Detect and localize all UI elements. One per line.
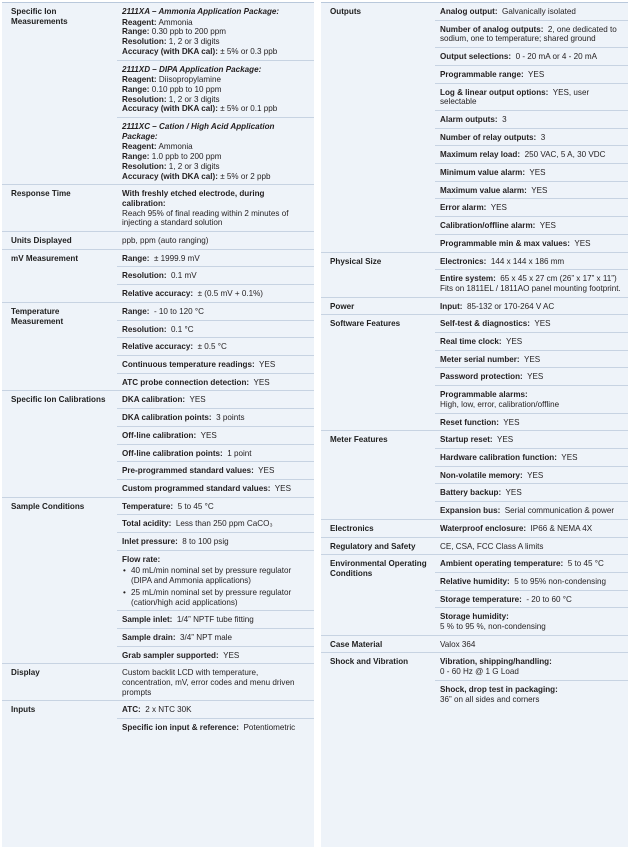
spec-item — [117, 60, 314, 118]
package-field — [122, 142, 308, 152]
spec-row-temperature-measurement — [2, 302, 314, 391]
spec-key: Storage humidity: — [440, 612, 509, 622]
spec-value: IP66 & NEMA 4X — [530, 523, 593, 533]
spec-item — [117, 514, 314, 532]
spec-item — [435, 3, 628, 20]
spec-value: YES, user selectable — [440, 87, 590, 107]
spec-item — [117, 461, 314, 479]
spec-item — [117, 284, 314, 302]
spec-value: YES — [531, 185, 548, 195]
spec-item — [117, 231, 314, 249]
spec-value: 5 to 95% non-condensing — [514, 576, 607, 586]
spec-section-items — [435, 3, 628, 252]
spec-value: 250 VAC, 5 A, 30 VDC — [524, 150, 606, 160]
spec-key: Storage temperature: — [440, 594, 522, 604]
spec-key: Relative accuracy: — [122, 289, 194, 299]
spec-key: Maximum value alarm: — [440, 185, 527, 195]
spec-value: 0.1 mV — [171, 271, 197, 281]
spec-item — [117, 184, 314, 231]
package-field — [122, 172, 308, 182]
spec-row-mv-measurement — [2, 249, 314, 302]
spec-key: Relative humidity: — [440, 576, 510, 586]
spec-key: Ambient operating temperature: — [440, 559, 564, 569]
spec-item — [435, 216, 628, 234]
spec-section-label: Software Features — [321, 314, 435, 430]
spec-row-power — [321, 297, 628, 315]
spec-key: Minimum value alarm: — [440, 168, 526, 178]
spec-item — [117, 444, 314, 462]
spec-value: Less than 250 ppm CaCO₃ — [175, 519, 273, 529]
spec-key: Vibration, shipping/handling: — [440, 657, 552, 667]
spec-item — [117, 550, 314, 611]
spec-item — [117, 497, 314, 515]
spec-section-label: Response Time — [2, 184, 117, 231]
spec-section-items — [435, 537, 628, 555]
field-value: ± 5% or 2 ppb — [220, 171, 271, 181]
field-value: ± 5% or 0.3 ppb — [220, 46, 278, 56]
field-key: Resolution: — [122, 94, 167, 104]
spec-value: 2 x NTC 30K — [145, 705, 192, 715]
field-value: Ammonia — [158, 142, 193, 152]
spec-section-label: Outputs — [330, 7, 362, 16]
spec-value: - 20 to 60 °C — [526, 594, 572, 604]
spec-row-physical-size — [321, 252, 628, 297]
package-field — [122, 85, 308, 95]
spec-column-left — [2, 2, 314, 847]
spec-key: DKA calibration points: — [122, 413, 212, 423]
spec-section-items — [435, 430, 628, 519]
spec-row-units-displayed — [2, 231, 314, 249]
spec-key: Off-line calibration points: — [122, 448, 223, 458]
spec-value: YES — [523, 354, 541, 364]
package-field — [122, 75, 308, 85]
spec-item — [435, 332, 628, 350]
spec-key: Sample drain: — [122, 632, 176, 642]
spec-item — [435, 448, 628, 466]
field-key: Accuracy (with DKA cal): — [122, 104, 218, 114]
spec-value: 3 — [540, 132, 546, 142]
spec-item — [435, 163, 628, 181]
spec-value: YES — [527, 470, 544, 480]
spec-item — [117, 390, 314, 408]
spec-section-label: Display — [2, 663, 117, 700]
spec-column-right — [321, 2, 628, 847]
spec-row-sample-conditions — [2, 497, 314, 664]
spec-value: Potentiometric — [243, 723, 296, 733]
spec-section-items — [117, 184, 314, 231]
spec-value: 0 - 60 Hz @ 1 G Load — [440, 667, 519, 677]
spec-item — [117, 337, 314, 355]
spec-value: YES — [490, 203, 507, 213]
spec-key: Range: — [122, 306, 150, 316]
field-key: Reagent: — [122, 75, 157, 85]
spec-row-inputs — [2, 700, 314, 735]
spec-key: Electronics: — [440, 256, 487, 266]
spec-item — [435, 466, 628, 484]
spec-section-label: Electronics — [321, 519, 435, 537]
spec-item — [117, 408, 314, 426]
spec-item — [435, 234, 628, 252]
spec-row-case-material — [321, 635, 628, 653]
spec-section-items — [117, 497, 314, 664]
spec-value: 5 % to 95 %, non-condensing — [440, 622, 546, 632]
field-key: Range: — [122, 27, 150, 37]
package-field — [122, 47, 308, 57]
package-heading: 2111XD – DIPA Application Package: — [122, 64, 262, 74]
spec-key: ATC: — [122, 705, 141, 715]
spec-value: 1 point — [227, 448, 252, 458]
spec-item — [117, 249, 314, 267]
spec-key: Log & linear output options: — [440, 87, 549, 97]
spec-item — [117, 266, 314, 284]
spec-key: Self-test & diagnostics: — [440, 319, 530, 329]
spec-item — [117, 426, 314, 444]
spec-item — [435, 145, 628, 163]
spec-item — [435, 652, 628, 679]
spec-key: Expansion bus: — [440, 506, 501, 516]
spec-item — [117, 355, 314, 373]
spec-value: 144 x 144 x 186 mm — [490, 256, 565, 266]
spec-key: Number of relay outputs: — [440, 132, 537, 142]
spec-value: YES — [503, 417, 520, 427]
spec-value: YES — [259, 359, 276, 369]
spec-value: 0.1 °C — [171, 324, 194, 334]
package-field — [122, 152, 308, 162]
spec-item — [435, 680, 628, 707]
field-key: Accuracy (with DKA cal): — [122, 46, 218, 56]
field-key: Range: — [122, 84, 150, 94]
bullet-item: • 25 mL/min nominal set by pressure regulator (cation/high acid applications) — [122, 588, 308, 607]
spec-key: Waterproof enclosure: — [440, 523, 527, 533]
spec-item — [435, 65, 628, 83]
spec-key: Grab sampler supported: — [122, 650, 219, 660]
spec-section-items — [435, 635, 628, 653]
package-heading: 2111XC – Cation / High Acid Application Package: — [122, 122, 275, 141]
spec-key: Off-line calibration: — [122, 430, 197, 440]
spec-value: YES — [274, 483, 291, 493]
spec-value: CE, CSA, FCC Class A limits — [440, 541, 544, 551]
spec-row-electronics — [321, 519, 628, 537]
spec-key: Startup reset: — [440, 435, 493, 445]
spec-key: Programmable min & max values: — [440, 238, 570, 248]
spec-value: - 10 to 120 °C — [153, 306, 204, 316]
spec-value: 65 x 45 x 27 cm (26” x 17” x 11”) — [500, 274, 617, 284]
spec-value: Galvanically isolated — [502, 7, 576, 16]
spec-value: 85-132 or 170-264 V AC — [466, 301, 555, 311]
spec-item — [435, 590, 628, 608]
spec-value: YES — [539, 221, 556, 231]
spec-value: Reach 95% of final reading within 2 minutes of injecting a standard solution — [122, 208, 289, 228]
spec-item — [117, 479, 314, 497]
spec-item — [435, 269, 628, 296]
spec-row-response-time — [2, 184, 314, 231]
spec-key: Output selections: — [440, 52, 512, 62]
spec-section-label: Inputs — [2, 700, 117, 735]
spec-item — [117, 117, 314, 184]
spec-key: Battery backup: — [440, 488, 502, 498]
spec-item — [117, 663, 314, 700]
spec-section-items — [117, 302, 314, 391]
field-value: 0.30 ppb to 200 ppm — [151, 27, 226, 37]
spec-value: 8 to 100 psig — [182, 537, 229, 547]
spec-value: YES — [561, 452, 578, 462]
spec-value: YES — [200, 430, 217, 440]
package-heading: 2111XA – Ammonia Application Package: — [122, 7, 280, 16]
spec-section-items — [435, 252, 628, 297]
spec-key: Sample inlet: — [122, 615, 173, 625]
spec-section-label: Shock and Vibration — [321, 652, 435, 707]
spec-key: Range: — [122, 253, 150, 263]
spec-item — [435, 314, 628, 332]
spec-section-label: Environmental Operating Conditions — [321, 554, 435, 635]
spec-value: 0 - 20 mA or 4 - 20 mA — [515, 52, 597, 62]
spec-value: YES — [505, 488, 522, 498]
spec-section-items — [117, 3, 314, 184]
spec-item — [435, 367, 628, 385]
spec-key: Analog output: — [440, 7, 498, 16]
spec-value: ± (0.5 mV + 0.1%) — [197, 289, 263, 299]
spec-item — [435, 519, 628, 537]
spec-value: 1/4” NPTF tube fitting — [176, 615, 254, 625]
spec-key: Flow rate: — [122, 554, 161, 564]
spec-value: YES — [528, 69, 545, 79]
spec-item — [435, 385, 628, 412]
spec-key: Error alarm: — [440, 203, 487, 213]
spec-item — [435, 635, 628, 653]
spec-row-outputs — [321, 3, 628, 252]
spec-item — [435, 430, 628, 448]
spec-item — [117, 610, 314, 628]
spec-value: ppb, ppm (auto ranging) — [122, 236, 209, 246]
spec-key: ATC probe connection detection: — [122, 377, 250, 387]
spec-value: Custom backlit LCD with temperature, concentration, mV, error codes and menu driven prompts — [122, 668, 295, 697]
spec-row-shock-and-vibration — [321, 652, 628, 707]
spec-key: Non-volatile memory: — [440, 470, 523, 480]
spec-key: Meter serial number: — [440, 354, 520, 364]
spec-row-meter-features — [321, 430, 628, 519]
spec-key: Programmable alarms: — [440, 390, 528, 400]
spec-value: YES — [496, 435, 514, 445]
spec-key: Specific ion input & reference: — [122, 723, 239, 733]
spec-key: DKA calibration: — [122, 395, 186, 405]
spec-item — [435, 554, 628, 572]
spec-item — [117, 646, 314, 664]
field-value: 1, 2 or 3 digits — [168, 37, 220, 47]
spec-value: High, low, error, calibration/offline — [440, 399, 560, 409]
spec-item — [435, 350, 628, 368]
spec-section-label: Power — [321, 297, 435, 315]
package-field — [122, 27, 308, 37]
spec-value: Valox 364 — [440, 639, 476, 649]
spec-key: Resolution: — [122, 324, 167, 334]
spec-value: YES — [258, 466, 275, 476]
spec-key: Inlet pressure: — [122, 537, 178, 547]
spec-section-label: Physical Size — [321, 252, 435, 297]
spec-value: Serial communication & power — [504, 506, 615, 516]
spec-item — [435, 83, 628, 110]
spec-value: YES — [529, 168, 546, 178]
spec-section-label: Temperature Measurement — [2, 302, 117, 391]
spec-value: 36” on all sides and corners — [440, 694, 540, 704]
spec-section-label: Sample Conditions — [2, 497, 117, 664]
field-value: 1, 2 or 3 digits — [168, 94, 220, 104]
spec-section-label: Specific Ion Calibrations — [2, 390, 117, 496]
spec-key: Hardware calibration function: — [440, 452, 557, 462]
spec-value: YES — [189, 395, 206, 405]
spec-value: YES — [574, 238, 591, 248]
package-field — [122, 162, 308, 172]
spec-section-items — [117, 249, 314, 302]
spec-section-items — [435, 314, 628, 430]
spec-item — [435, 252, 628, 270]
spec-value: 3/4” NPT male — [180, 632, 233, 642]
spec-value: 5 to 45 °C — [567, 559, 604, 569]
spec-key: Continuous temperature readings: — [122, 359, 255, 369]
spec-value: YES — [506, 337, 523, 347]
spec-item — [435, 198, 628, 216]
field-value: ± 5% or 0.1 ppb — [220, 104, 278, 114]
spec-value: YES — [527, 372, 544, 382]
spec-key: Password protection: — [440, 372, 523, 382]
spec-section-items — [435, 519, 628, 537]
field-key: Reagent: — [122, 142, 157, 152]
field-value: 0.10 ppb to 10 ppm — [151, 84, 222, 94]
spec-section-items — [435, 652, 628, 707]
package-field — [122, 37, 308, 47]
spec-value: YES — [223, 650, 240, 660]
field-key: Reagent: — [122, 17, 157, 27]
spec-row-environmental-operating-conditions — [321, 554, 628, 635]
spec-value: YES — [534, 319, 551, 329]
spec-section-label: Meter Features — [321, 430, 435, 519]
spec-item — [435, 572, 628, 590]
spec-key: Shock, drop test in packaging: — [440, 684, 558, 694]
spec-value: 5 to 45 °C — [177, 501, 214, 511]
spec-key: With freshly etched electrode, during calibration: — [122, 189, 265, 208]
spec-key: Maximum relay load: — [440, 150, 521, 160]
spec-key: Resolution: — [122, 271, 167, 281]
spec-key: Number of analog outputs: — [440, 24, 544, 34]
spec-item — [117, 718, 314, 736]
spec-key: Total acidity: — [122, 519, 172, 529]
spec-value: ± 1999.9 mV — [153, 253, 200, 263]
spec-item — [435, 128, 628, 146]
spec-row-regulatory-and-safety — [321, 537, 628, 555]
spec-section-label: Specific Ion Measurements — [11, 7, 68, 26]
spec-key: Temperature: — [122, 501, 174, 511]
spec-section-items — [117, 700, 314, 735]
spec-value: YES — [253, 377, 270, 387]
spec-section-items — [117, 390, 314, 496]
spec-value: ± 0.5 °C — [197, 342, 227, 352]
field-key: Range: — [122, 152, 150, 162]
spec-key: Alarm outputs: — [440, 114, 498, 124]
spec-section-label: Units Displayed — [2, 231, 117, 249]
spec-item — [117, 373, 314, 391]
field-key: Accuracy (with DKA cal): — [122, 171, 218, 181]
spec-value: 3 points — [216, 413, 245, 423]
spec-key: Real time clock: — [440, 337, 502, 347]
spec-item — [435, 20, 628, 47]
spec-section-items — [117, 663, 314, 700]
spec-key: Input: — [440, 301, 463, 311]
spec-section-items — [117, 231, 314, 249]
spec-item — [435, 297, 628, 315]
spec-key: Reset function: — [440, 417, 499, 427]
spec-item — [117, 3, 314, 60]
spec-section-items — [435, 297, 628, 315]
field-value: Ammonia — [158, 17, 193, 27]
spec-section-label: mV Measurement — [2, 249, 117, 302]
spec-item — [435, 110, 628, 128]
spec-item — [435, 537, 628, 555]
spec-row-display — [2, 663, 314, 700]
package-field — [122, 18, 308, 28]
spec-item — [435, 501, 628, 519]
spec-item — [435, 483, 628, 501]
field-key: Resolution: — [122, 161, 167, 171]
spec-key: Calibration/offline alarm: — [440, 221, 536, 231]
spec-key: Programmable range: — [440, 69, 524, 79]
spec-section-items — [435, 554, 628, 635]
package-field — [122, 95, 308, 105]
spec-item — [435, 47, 628, 65]
spec-note: Fits on 1811EL / 1811AO panel mounting footprint. — [440, 283, 621, 293]
spec-item — [117, 320, 314, 338]
field-key: Resolution: — [122, 37, 167, 47]
spec-key: Custom programmed standard values: — [122, 483, 271, 493]
spec-section-label: Case Material — [321, 635, 435, 653]
spec-item — [117, 700, 314, 718]
spec-item — [435, 181, 628, 199]
spec-value: 3 — [502, 114, 507, 124]
spec-value: 2, one dedicated to sodium, one to temperature; shared ground — [440, 24, 617, 44]
spec-row-specific-ion-calibrations — [2, 390, 314, 496]
spec-key: Relative accuracy: — [122, 342, 194, 352]
spec-item — [435, 413, 628, 431]
field-value: 1.0 ppb to 200 ppm — [151, 152, 222, 162]
spec-item — [117, 532, 314, 550]
spec-section-label: Regulatory and Safety — [321, 537, 435, 555]
spec-key: Entire system: — [440, 274, 496, 284]
field-value: 1, 2 or 3 digits — [168, 161, 220, 171]
spec-item — [117, 302, 314, 320]
spec-item — [435, 607, 628, 634]
spec-item — [117, 628, 314, 646]
spec-key: Pre-programmed standard values: — [122, 466, 254, 476]
spec-row-software-features — [321, 314, 628, 430]
package-field — [122, 104, 308, 114]
spec-row-specific-ion-measurements — [2, 3, 314, 184]
bullet-item: • 40 mL/min nominal set by pressure regulator (DIPA and Ammonia applications) — [122, 566, 308, 585]
field-value: Diisopropylamine — [158, 75, 221, 85]
